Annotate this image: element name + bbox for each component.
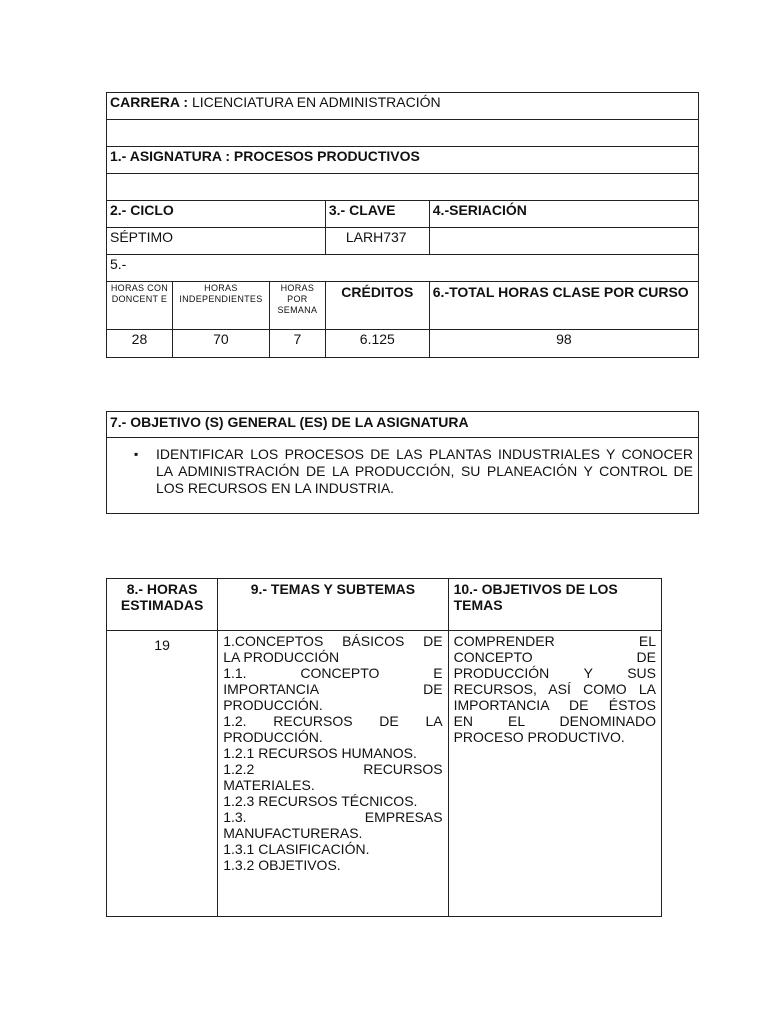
total-horas-label: 6.-TOTAL HORAS CLASE POR CURSO bbox=[429, 282, 698, 330]
carrera-label: CARRERA : bbox=[110, 94, 189, 110]
carrera-value: LICENCIATURA EN ADMINISTRACIÓN bbox=[191, 94, 441, 110]
tema-line: IMPORTANCIA DE bbox=[223, 681, 443, 697]
carrera-cell bbox=[107, 93, 699, 120]
tema-line: 1.CONCEPTOS BÁSICOS DE bbox=[223, 633, 443, 649]
asignatura-cell: 1.- ASIGNATURA : PROCESOS PRODUCTIVOS bbox=[107, 147, 699, 174]
horas-estimadas-value: 19 bbox=[107, 631, 218, 917]
objetivo-text: ▪ IDENTIFICAR LOS PROCESOS DE LAS PLANTAS INDUSTRIALES Y CONOCER LA ADMINISTRACIÓN DE LA PRODUCCIÓN, SU PLANEACIÓN Y CONTROL DE LOS RECURSOS EN LA INDUSTRIA. bbox=[156, 446, 695, 497]
objetivo-line: IMPORTANCIA DE ÉSTOS bbox=[453, 697, 656, 713]
objetivo-body bbox=[107, 438, 699, 514]
seriacion-value bbox=[429, 228, 698, 255]
creditos-value: 6.125 bbox=[325, 330, 429, 358]
ciclo-value: SÉPTIMO bbox=[107, 228, 326, 255]
objetivo-line: CONCEPTO DE bbox=[453, 649, 656, 665]
horas-independientes-label: HORAS INDEPENDIENTES bbox=[172, 282, 269, 330]
objetivo-title: 7.- OBJETIVO (S) GENERAL (ES) DE LA ASIGNATURA bbox=[107, 412, 699, 438]
ciclo-label: 2.- CICLO bbox=[107, 201, 326, 228]
tema-line: MANUFACTURERAS. bbox=[223, 825, 363, 841]
objetivos-temas-text bbox=[448, 631, 661, 917]
tema-line: MATERIALES. bbox=[223, 777, 315, 793]
seriacion-label: 4.-SERIACIÓN bbox=[429, 201, 698, 228]
horas-por-semana-label: HORAS POR SEMANA bbox=[269, 282, 325, 330]
objetivo-line: PROCESO PRODUCTIVO. bbox=[453, 729, 625, 745]
horas-con-docente-value: 28 bbox=[107, 330, 173, 358]
col-temas-subtemas: 9.- TEMAS Y SUBTEMAS bbox=[218, 579, 448, 631]
tema-line: 1.2.3 RECURSOS TÉCNICOS. bbox=[223, 793, 418, 809]
row5-label: 5.- bbox=[107, 255, 699, 282]
horas-por-semana-value: 7 bbox=[269, 330, 325, 358]
empty-row bbox=[107, 120, 699, 147]
col-objetivos-temas: 10.- OBJETIVOS DE LOS TEMAS bbox=[448, 579, 661, 631]
objetivo-list bbox=[110, 438, 695, 513]
tema-line: 1.3.2 OBJETIVOS. bbox=[223, 857, 341, 873]
course-info-table bbox=[106, 92, 699, 358]
objetivo-general-table bbox=[106, 411, 699, 514]
temas-list bbox=[218, 631, 448, 917]
tema-line: 1.2.2 RECURSOS bbox=[223, 761, 443, 777]
tema-line: 1.2. RECURSOS DE LA bbox=[223, 713, 443, 729]
empty-row bbox=[107, 174, 699, 201]
col-horas-estimadas: 8.- HORAS ESTIMADAS bbox=[107, 579, 218, 631]
tema-line: 1.2.1 RECURSOS HUMANOS. bbox=[223, 745, 417, 761]
total-horas-value: 98 bbox=[429, 330, 698, 358]
clave-label: 3.- CLAVE bbox=[325, 201, 429, 228]
tema-line: PRODUCCIÓN. bbox=[223, 697, 323, 713]
clave-value: LARH737 bbox=[325, 228, 429, 255]
horas-con-docente-label: HORAS CON DONCENT E bbox=[107, 282, 173, 330]
tema-line: PRODUCCIÓN. bbox=[223, 729, 323, 745]
horas-independientes-value: 70 bbox=[172, 330, 269, 358]
tema-line: 1.3.1 CLASIFICACIÓN. bbox=[223, 841, 370, 857]
tema-line: 1.3. EMPRESAS bbox=[223, 809, 443, 825]
objetivo-line: PRODUCCIÓN Y SUS bbox=[453, 665, 656, 681]
creditos-label: CRÉDITOS bbox=[325, 282, 429, 330]
tema-line: 1.1. CONCEPTO E bbox=[223, 665, 443, 681]
objetivo-line: EN EL DENOMINADO bbox=[453, 713, 656, 729]
temas-table bbox=[106, 578, 662, 917]
tema-line: LA PRODUCCIÓN bbox=[223, 649, 340, 665]
objetivo-line: RECURSOS, ASÍ COMO LA bbox=[453, 681, 656, 697]
objetivo-line: COMPRENDER EL bbox=[453, 633, 656, 649]
